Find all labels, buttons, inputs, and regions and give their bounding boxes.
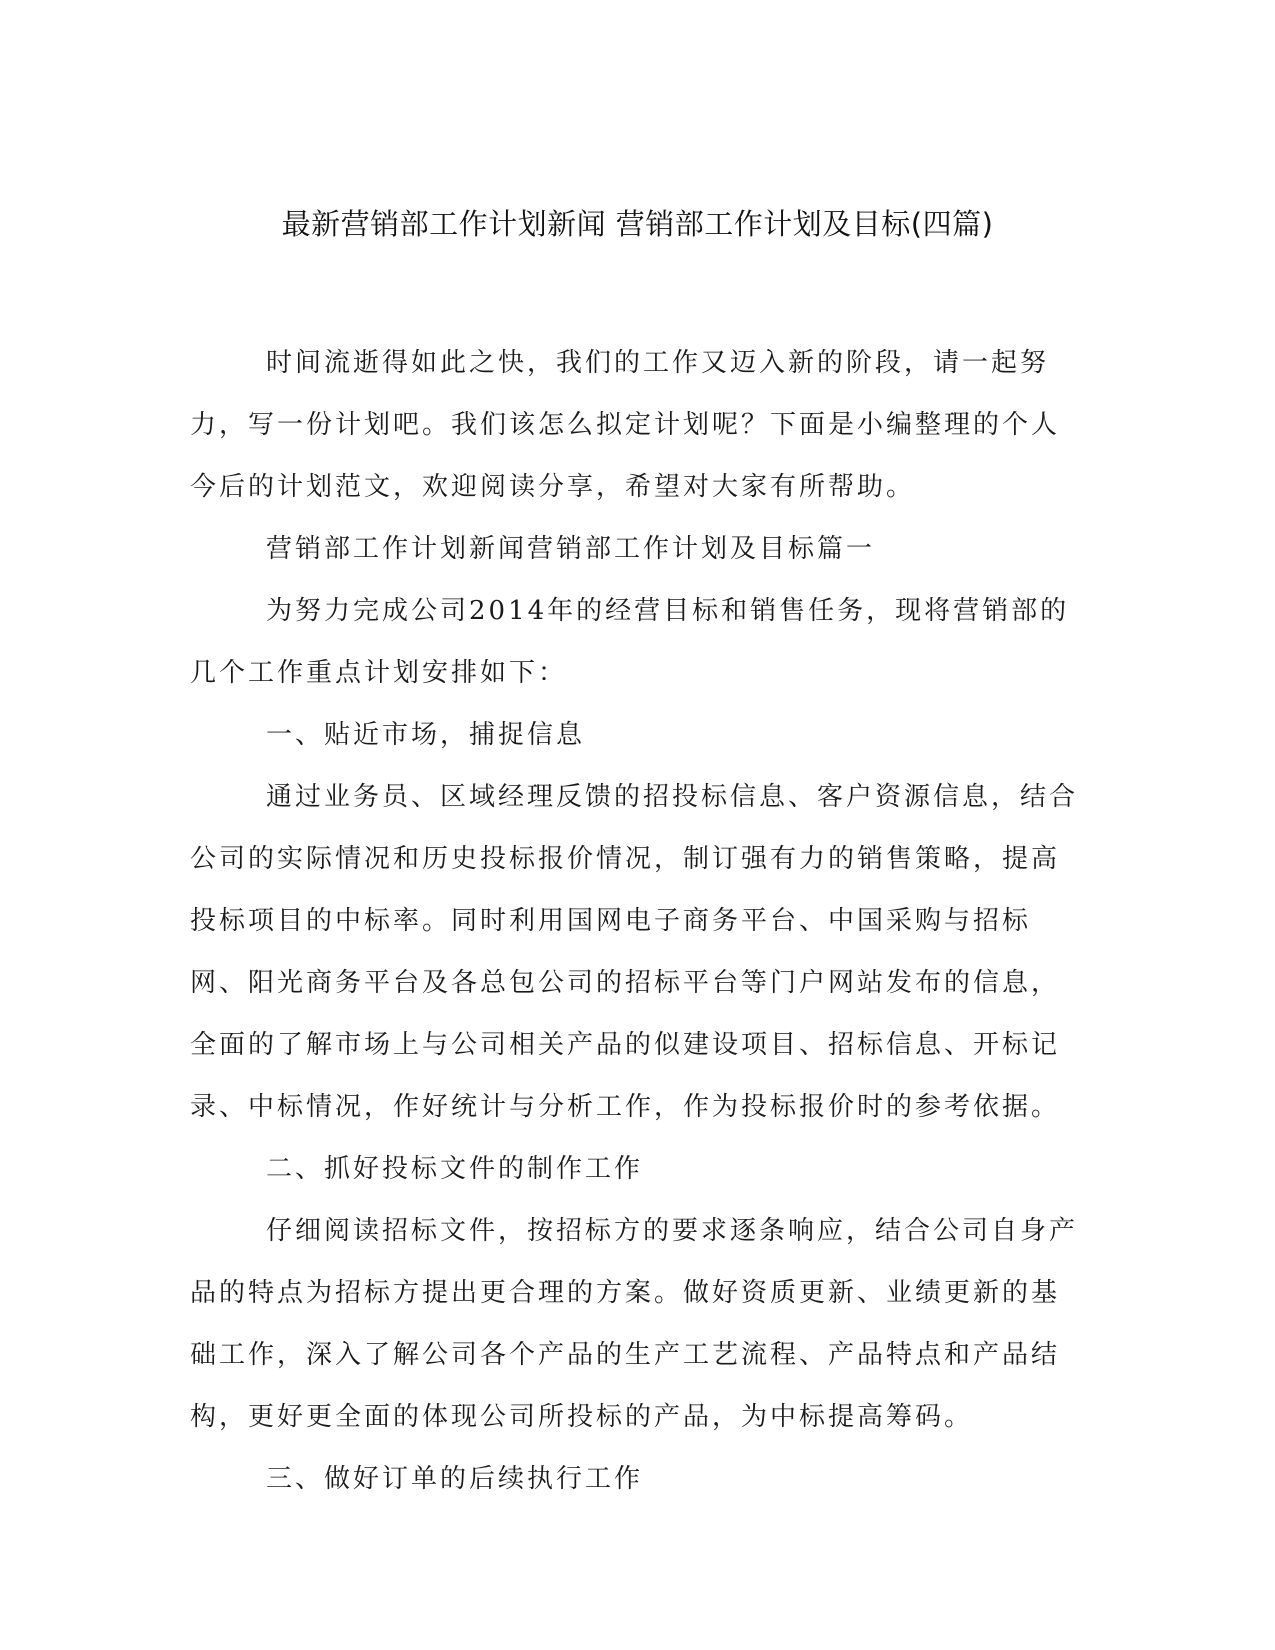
paragraph-bid-docs: 仔细阅读招标文件，按招标方的要求逐条响应，结合公司自身产品的特点为招标方提出更合理的方案。做好资质更新、业绩更新的基础工作，深入了解公司各个产品的生产工艺流程、产品特点和产品结构，更好更全面的体现公司所投标的产品，为中标提高筹码。 bbox=[190, 1216, 1079, 1432]
document-body bbox=[190, 332, 1080, 1510]
document-title: 最新营销部工作计划新闻 营销部工作计划及目标(四篇) bbox=[281, 207, 994, 241]
paragraph-market-info: 通过业务员、区域经理反馈的招投标信息、客户资源信息，结合公司的实际情况和历史投标报价情况，制订强有力的销售策略，提高投标项目的中标率。同时利用国网电子商务平台、中国采购与招标网、阳光商务平台及各总包公司的招标平台等门户网站发布的信息，全面的了解市场上与公司相关产品的似建设项目、招标信息、开标记录、中标情况，作好统计与分析工作，作为投标报价时的参考依据。 bbox=[190, 782, 1079, 1122]
paragraph-section-heading: 营销部工作计划新闻营销部工作计划及目标篇一 bbox=[266, 534, 876, 564]
paragraph-heading-3: 三、做好订单的后续执行工作 bbox=[266, 1464, 644, 1494]
paragraph-heading-2: 二、抓好投标文件的制作工作 bbox=[266, 1154, 644, 1184]
paragraph-goal: 为努力完成公司2014年的经营目标和销售任务，现将营销部的几个工作重点计划安排如下： bbox=[190, 596, 1070, 688]
paragraph-intro: 时间流逝得如此之快，我们的工作又迈入新的阶段，请一起努力，写一份计划吧。我们该怎么拟定计划呢？下面是小编整理的个人今后的计划范文，欢迎阅读分享，希望对大家有所帮助。 bbox=[190, 348, 1061, 502]
paragraph-heading-1: 一、贴近市场，捕捉信息 bbox=[266, 720, 586, 750]
